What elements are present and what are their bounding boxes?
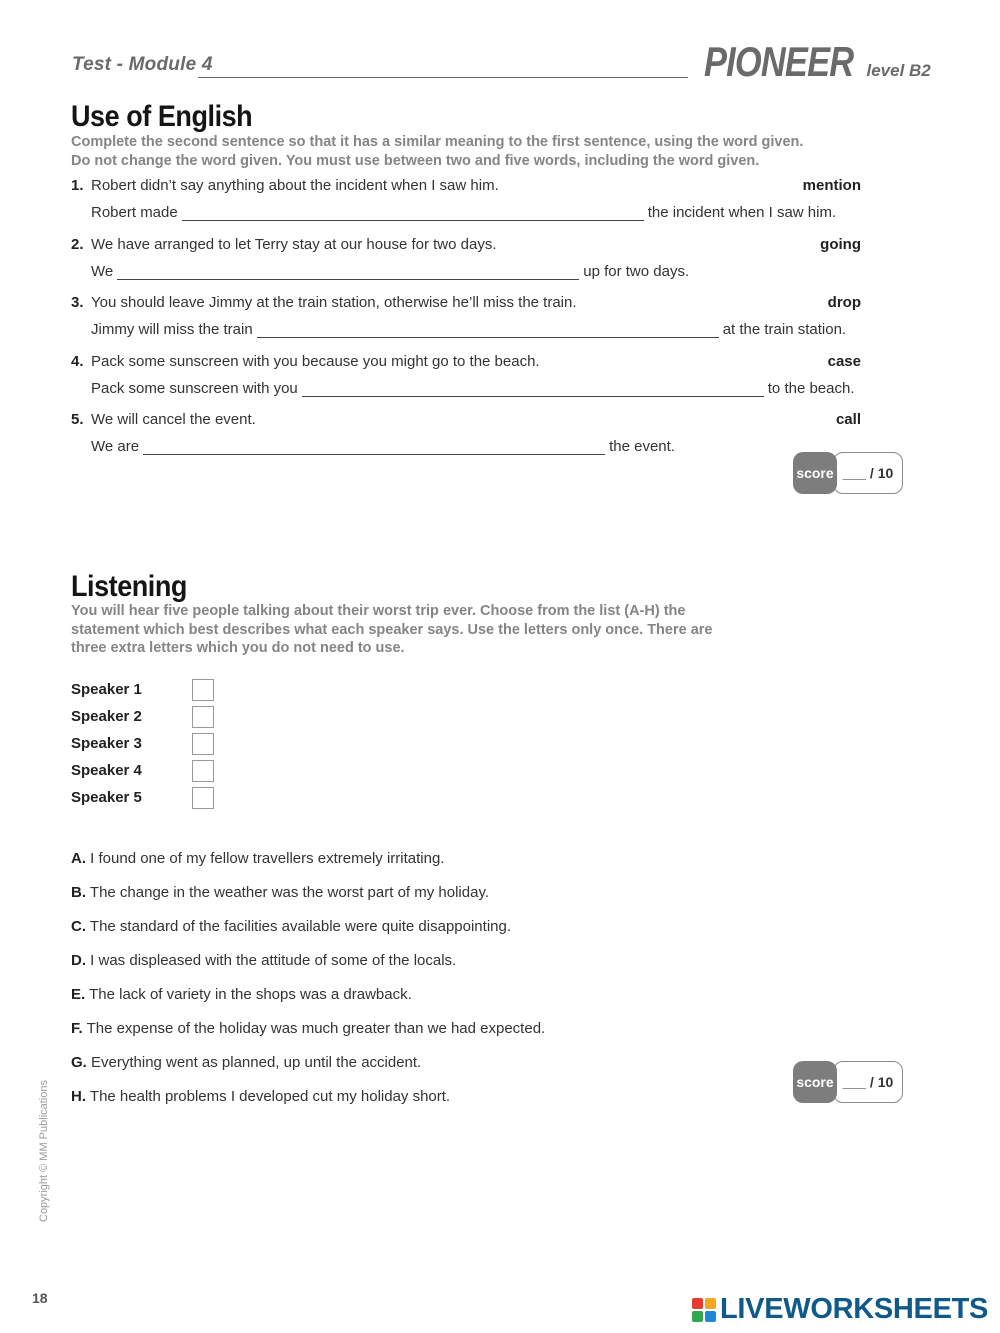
logo-tile [692, 1298, 703, 1309]
answer-blank[interactable] [117, 264, 579, 280]
listening-title: Listening [71, 570, 187, 603]
use-of-english-instructions [71, 133, 803, 170]
instruction-line: Do not change the word given. You must use between two and five words, including the word given. [71, 152, 760, 169]
question-keyword: case [827, 353, 861, 370]
option-item [71, 1020, 545, 1037]
answer-suffix: the incident when I saw him. [647, 204, 837, 221]
option-letter: E. [71, 986, 86, 1003]
answer-prefix: Jimmy will miss the train [91, 321, 253, 338]
option-item [71, 850, 444, 867]
option-text: The expense of the holiday was much greater than we had expected. [86, 1020, 546, 1037]
answer-blank[interactable] [182, 205, 644, 221]
page-number: 18 [32, 1290, 48, 1306]
option-text: I was displeased with the attitude of some of the locals. [90, 952, 457, 969]
option-text: Everything went as planned, up until the accident. [91, 1054, 422, 1071]
speaker-answer-box[interactable] [192, 760, 214, 782]
question-number: 5. [71, 411, 84, 428]
question-number: 3. [71, 294, 84, 311]
option-text: I found one of my fellow travellers extremely irritating. [90, 850, 445, 867]
option-item [71, 918, 511, 935]
speaker-answer-box[interactable] [192, 679, 214, 701]
logo-tile [705, 1298, 716, 1309]
liveworksheets-grid-icon [692, 1298, 716, 1322]
question-sentence: We have arranged to let Terry stay at our house for two days. [91, 236, 497, 253]
question-sentence: Robert didn’t say anything about the incident when I saw him. [91, 177, 499, 194]
option-item [71, 952, 456, 969]
option-item [71, 986, 412, 1003]
brand-name: PIONEER [704, 38, 854, 85]
score-box [793, 452, 905, 494]
option-letter: H. [71, 1088, 86, 1105]
answer-prefix: We [91, 263, 114, 280]
question-keyword: going [820, 236, 861, 253]
question-number: 2. [71, 236, 84, 253]
score-label: score [793, 1061, 837, 1103]
answer-prefix: We are [91, 438, 140, 455]
brand-level: level B2 [866, 61, 931, 80]
question-keyword: call [835, 411, 861, 428]
option-letter: A. [71, 850, 86, 867]
copyright-notice: Copyright © MM Publications [38, 1080, 50, 1222]
question-number: 4. [71, 353, 84, 370]
instruction-line: Complete the second sentence so that it has a similar meaning to the first sentence, using the word given. [71, 134, 804, 150]
brand-logo [704, 38, 931, 86]
score-box [793, 1061, 905, 1103]
option-letter: F. [71, 1020, 83, 1037]
option-item [71, 1088, 450, 1105]
speaker-answer-box[interactable] [192, 733, 214, 755]
logo-tile [692, 1311, 703, 1322]
header-rule [198, 77, 688, 78]
answer-suffix: the event. [609, 438, 675, 455]
option-text: The health problems I developed cut my holiday short. [89, 1088, 451, 1105]
speaker-label: Speaker 2 [71, 708, 142, 725]
question-answer-line [91, 321, 846, 338]
question-number: 1. [71, 177, 84, 194]
instruction-line: You will hear five people talking about their worst trip ever. Choose from the list (A-H) the [71, 603, 686, 619]
speaker-answer-box[interactable] [192, 787, 214, 809]
instruction-line: statement which best describes what each speaker says. Use the letters only once. There are [71, 621, 713, 638]
option-letter: D. [71, 952, 86, 969]
option-item [71, 1054, 421, 1071]
option-text: The lack of variety in the shops was a drawback. [89, 986, 412, 1003]
question-answer-line [91, 263, 689, 280]
question-sentence: You should leave Jimmy at the train station, otherwise he’ll miss the train. [91, 294, 577, 311]
answer-suffix: up for two days. [583, 263, 690, 280]
question-sentence: We will cancel the event. [91, 411, 256, 428]
speaker-label: Speaker 1 [71, 681, 142, 698]
question-answer-line [91, 380, 855, 397]
listening-instructions [71, 602, 713, 658]
answer-suffix: at the train station. [722, 321, 847, 338]
answer-prefix: Robert made [91, 204, 178, 221]
score-value[interactable]: ___ / 10 [833, 452, 903, 494]
answer-blank[interactable] [302, 381, 764, 397]
option-letter: G. [71, 1054, 87, 1071]
answer-blank[interactable] [257, 322, 719, 338]
option-letter: B. [71, 884, 86, 901]
question-answer-line [91, 438, 675, 455]
answer-blank[interactable] [143, 439, 605, 455]
speaker-label: Speaker 5 [71, 789, 142, 806]
question-keyword: drop [827, 294, 861, 311]
question-answer-line [91, 204, 836, 221]
score-value[interactable]: ___ / 10 [833, 1061, 903, 1103]
option-letter: C. [71, 918, 86, 935]
option-text: The change in the weather was the worst part of my holiday. [89, 884, 490, 901]
answer-prefix: Pack some sunscreen with you [91, 380, 298, 397]
option-text: The standard of the facilities available were quite disappointing. [89, 918, 511, 935]
logo-text: LIVEWORKSHEETS [720, 1293, 989, 1325]
speaker-answer-box[interactable] [192, 706, 214, 728]
speaker-label: Speaker 3 [71, 735, 142, 752]
use-of-english-title: Use of English [71, 100, 253, 133]
question-sentence: Pack some sunscreen with you because you might go to the beach. [91, 353, 540, 370]
logo-tile [705, 1311, 716, 1322]
option-item [71, 884, 489, 901]
score-label: score [793, 452, 837, 494]
question-keyword: mention [802, 177, 861, 194]
test-title: Test - Module 4 [72, 54, 213, 75]
speaker-label: Speaker 4 [71, 762, 142, 779]
liveworksheets-logo[interactable] [692, 1293, 988, 1326]
answer-suffix: to the beach. [767, 380, 855, 397]
instruction-line: three extra letters which you do not need to use. [71, 640, 405, 656]
